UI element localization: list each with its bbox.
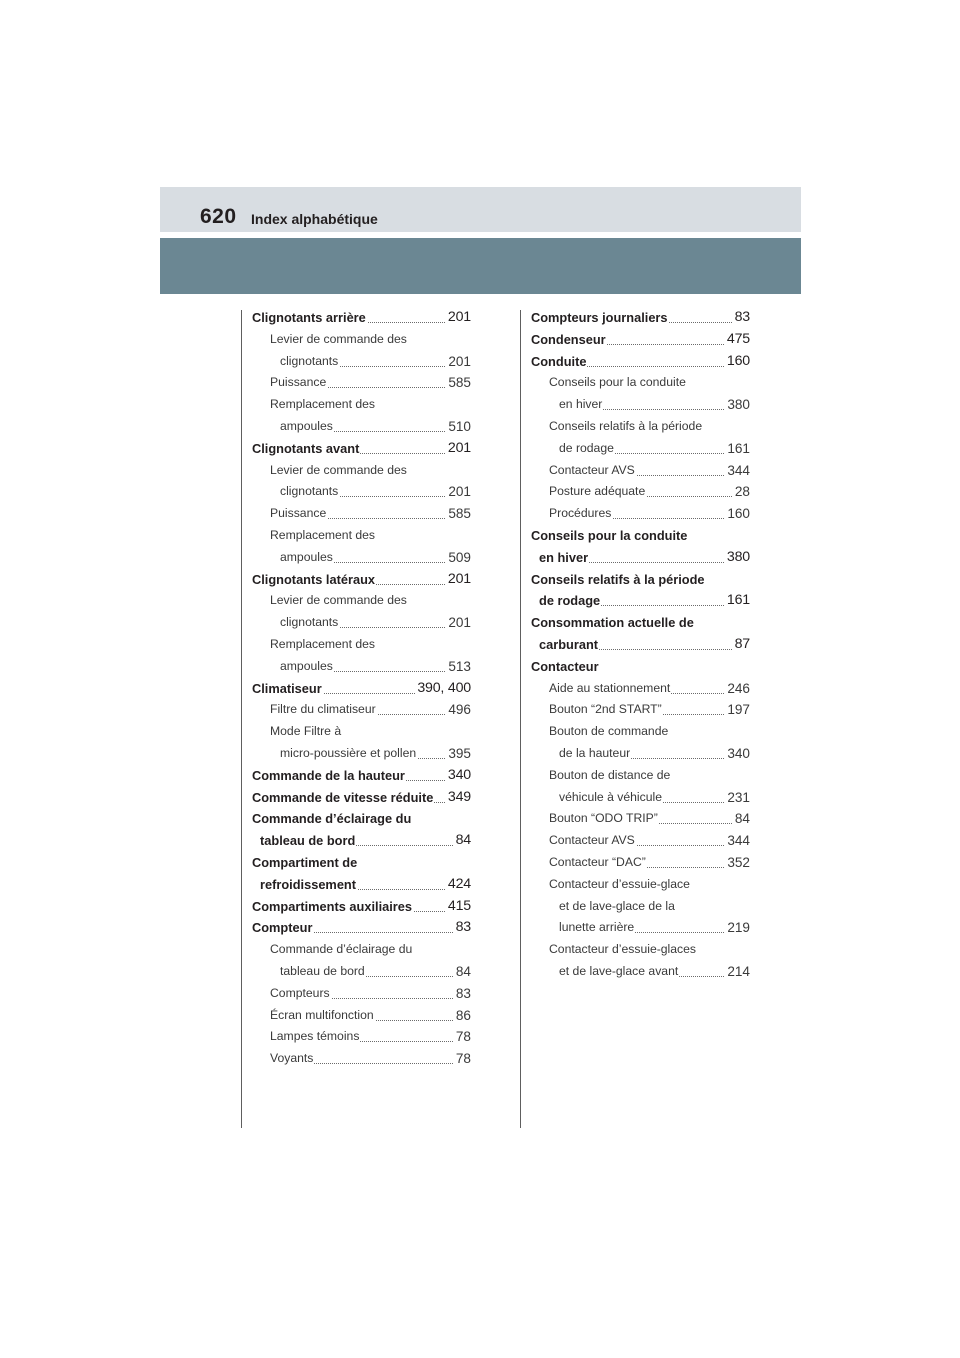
entry-page-number: 214: [725, 961, 750, 983]
entry-term: Conseils pour la conduite: [549, 372, 687, 394]
index-entry: [252, 721, 471, 743]
entry-page-number: 160: [725, 503, 750, 525]
index-entry: [252, 438, 471, 460]
index-entry: [252, 699, 471, 721]
index-entry: [252, 852, 471, 874]
entry-term: Levier de commande des: [270, 329, 408, 351]
entry-term: Commande d’éclairage du: [270, 939, 413, 961]
index-entry: [252, 590, 471, 612]
entry-term: Bouton de distance de: [549, 765, 671, 787]
entry-term: Compteur: [252, 917, 313, 939]
index-column-left: [252, 307, 471, 1070]
entry-term: Conseils relatifs à la période: [549, 416, 703, 438]
entry-term: Bouton de commande: [549, 721, 669, 743]
index-entry: [252, 634, 471, 656]
entry-page-number: 380: [725, 394, 750, 416]
entry-page-number: 201: [446, 569, 471, 591]
entry-page-number: 201: [446, 307, 471, 329]
entry-term: Climatiseur: [252, 678, 323, 700]
entry-page-number: 83: [454, 983, 471, 1005]
index-entry: [252, 896, 471, 918]
entry-term: et de lave-glace avant: [559, 961, 679, 983]
entry-term: en hiver: [559, 394, 603, 416]
index-entry: [252, 372, 471, 394]
index-entry: [531, 699, 750, 721]
index-entry: [531, 765, 750, 787]
index-entry: [252, 525, 471, 547]
entry-term: Compteurs journaliers: [531, 307, 669, 329]
entry-page-number: 84: [454, 961, 471, 983]
entry-term: lunette arrière: [559, 917, 635, 939]
index-entry: [531, 830, 750, 852]
entry-page-number: 83: [454, 917, 471, 939]
index-entry: [252, 678, 471, 700]
index-entry: [252, 1005, 471, 1027]
index-entry: [531, 787, 750, 809]
index-entry: [252, 394, 471, 416]
index-entry: [531, 438, 750, 460]
entry-page-number: 509: [446, 547, 471, 569]
entry-page-number: 352: [725, 852, 750, 874]
index-entry: [252, 743, 471, 765]
page-title: Index alphabétique: [251, 211, 378, 227]
entry-page-number: 340: [725, 743, 750, 765]
entry-term: Mode Filtre à: [270, 721, 342, 743]
entry-term: Remplacement des: [270, 525, 376, 547]
entry-term: Conseils pour la conduite: [531, 525, 688, 547]
entry-term: Compartiment de: [252, 852, 358, 874]
index-entry: [531, 874, 750, 896]
entry-page-number: 161: [725, 438, 750, 460]
index-entry: [531, 612, 750, 634]
index-entry: [531, 939, 750, 961]
entry-term: clignotants: [280, 351, 339, 373]
entry-term: Procédures: [549, 503, 612, 525]
index-column-right: [531, 307, 750, 983]
index-entry: [252, 787, 471, 809]
entry-term: Écran multifonction: [270, 1005, 375, 1027]
entry-term: ampoules: [280, 656, 334, 678]
index-entry: [252, 939, 471, 961]
entry-page-number: 231: [725, 787, 750, 809]
index-entry: [531, 460, 750, 482]
index-entry: [531, 590, 750, 612]
entry-term: Filtre du climatiseur: [270, 699, 377, 721]
entry-term: Aide au stationnement: [549, 678, 671, 700]
index-entry: [531, 351, 750, 373]
index-entry: [252, 1026, 471, 1048]
index-entry: [252, 460, 471, 482]
entry-term: véhicule à véhicule: [559, 787, 663, 809]
index-entry: [531, 634, 750, 656]
entry-term: Lampes témoins: [270, 1026, 360, 1048]
index-entry: [252, 656, 471, 678]
entry-term: Clignotants latéraux: [252, 569, 376, 591]
entry-term: Contacteur: [531, 656, 600, 678]
entry-page-number: 86: [454, 1005, 471, 1027]
entry-term: Compartiments auxiliaires: [252, 896, 413, 918]
entry-term: Bouton “2nd START”: [549, 699, 663, 721]
index-entry: [531, 503, 750, 525]
entry-term: Contacteur “DAC”: [549, 852, 647, 874]
index-entry: [531, 808, 750, 830]
index-entry: [531, 394, 750, 416]
entry-page-number: 424: [446, 874, 471, 896]
entry-page-number: 201: [446, 351, 471, 373]
entry-term: Puissance: [270, 503, 327, 525]
entry-term: ampoules: [280, 547, 334, 569]
entry-page-number: 84: [454, 830, 471, 852]
entry-page-number: 344: [725, 830, 750, 852]
index-entry: [252, 307, 471, 329]
index-entry: [252, 917, 471, 939]
entry-term: Commande d’éclairage du: [252, 808, 412, 830]
index-entry: [531, 372, 750, 394]
index-entry: [531, 416, 750, 438]
index-entry: [252, 329, 471, 351]
entry-term: Commande de la hauteur: [252, 765, 406, 787]
index-entry: [252, 503, 471, 525]
index-entry: [531, 481, 750, 503]
entry-term: carburant: [539, 634, 599, 656]
index-entry: [252, 612, 471, 634]
entry-term: de rodage: [539, 590, 601, 612]
entry-page-number: 380: [725, 547, 750, 569]
entry-page-number: 78: [454, 1026, 471, 1048]
entry-term: Levier de commande des: [270, 590, 408, 612]
entry-page-number: 585: [446, 503, 471, 525]
entry-term: de rodage: [559, 438, 615, 460]
entry-term: Contacteur d’essuie-glace: [549, 874, 691, 896]
entry-page-number: 585: [446, 372, 471, 394]
entry-page-number: 513: [446, 656, 471, 678]
entry-page-number: 78: [454, 1048, 471, 1070]
left-column-rule: [241, 310, 242, 1128]
index-entry: [531, 547, 750, 569]
index-entry: [531, 743, 750, 765]
index-entry: [531, 721, 750, 743]
entry-page-number: 246: [725, 678, 750, 700]
entry-term: en hiver: [539, 547, 589, 569]
index-entry: [531, 917, 750, 939]
entry-term: Condenseur: [531, 329, 607, 351]
entry-page-number: 83: [733, 307, 750, 329]
entry-term: Compteurs: [270, 983, 331, 1005]
index-entry: [531, 569, 750, 591]
header-bar: [160, 238, 801, 294]
entry-page-number: 415: [446, 896, 471, 918]
entry-page-number: 84: [733, 808, 750, 830]
entry-term: clignotants: [280, 612, 339, 634]
index-entry: [531, 329, 750, 351]
index-entry: [531, 961, 750, 983]
entry-page-number: 340: [446, 765, 471, 787]
index-entry: [252, 547, 471, 569]
index-entry: [252, 1048, 471, 1070]
index-entry: [252, 765, 471, 787]
entry-page-number: 510: [446, 416, 471, 438]
entry-page-number: 197: [725, 699, 750, 721]
entry-term: Clignotants avant: [252, 438, 360, 460]
entry-term: Consommation actuelle de: [531, 612, 695, 634]
entry-page-number: 349: [446, 787, 471, 809]
index-entry: [531, 852, 750, 874]
index-entry: [531, 525, 750, 547]
entry-term: Levier de commande des: [270, 460, 408, 482]
index-entry: [531, 896, 750, 918]
index-entry: [252, 416, 471, 438]
entry-term: Conseils relatifs à la période: [531, 569, 706, 591]
index-entry: [252, 569, 471, 591]
entry-term: Posture adéquate: [549, 481, 646, 503]
entry-term: Conduite: [531, 351, 587, 373]
entry-page-number: 390, 400: [415, 678, 471, 700]
entry-page-number: 496: [446, 699, 471, 721]
entry-term: Puissance: [270, 372, 327, 394]
index-entry: [252, 961, 471, 983]
entry-term: Contacteur d’essuie-glaces: [549, 939, 697, 961]
entry-term: Commande de vitesse réduite: [252, 787, 434, 809]
entry-page-number: 201: [446, 438, 471, 460]
entry-term: refroidissement: [260, 874, 357, 896]
entry-term: Remplacement des: [270, 394, 376, 416]
entry-term: et de lave-glace de la: [559, 896, 676, 918]
index-entry: [252, 481, 471, 503]
entry-term: Clignotants arrière: [252, 307, 367, 329]
entry-term: micro-poussière et pollen: [280, 743, 417, 765]
entry-term: ampoules: [280, 416, 334, 438]
entry-term: Remplacement des: [270, 634, 376, 656]
index-entry: [252, 808, 471, 830]
entry-page-number: 201: [446, 612, 471, 634]
entry-term: Bouton “ODO TRIP”: [549, 808, 659, 830]
entry-page-number: 344: [725, 460, 750, 482]
entry-page-number: 475: [725, 329, 750, 351]
index-entry: [252, 983, 471, 1005]
page-number: 620: [200, 205, 237, 228]
entry-page-number: 161: [725, 590, 750, 612]
entry-page-number: 219: [725, 917, 750, 939]
entry-page-number: 395: [446, 743, 471, 765]
index-entry: [252, 351, 471, 373]
entry-page-number: 160: [725, 351, 750, 373]
index-entry: [252, 830, 471, 852]
entry-term: Contacteur AVS: [549, 460, 636, 482]
entry-page-number: 201: [446, 481, 471, 503]
index-entry: [252, 874, 471, 896]
index-entry: [531, 656, 750, 678]
entry-page-number: 28: [733, 481, 750, 503]
right-column-rule: [520, 310, 521, 1128]
entry-term: tableau de bord: [260, 830, 356, 852]
entry-term: de la hauteur: [559, 743, 631, 765]
entry-page-number: 87: [733, 634, 750, 656]
entry-term: Voyants: [270, 1048, 314, 1070]
entry-term: clignotants: [280, 481, 339, 503]
entry-term: Contacteur AVS: [549, 830, 636, 852]
entry-term: tableau de bord: [280, 961, 366, 983]
index-entry: [531, 678, 750, 700]
index-entry: [531, 307, 750, 329]
